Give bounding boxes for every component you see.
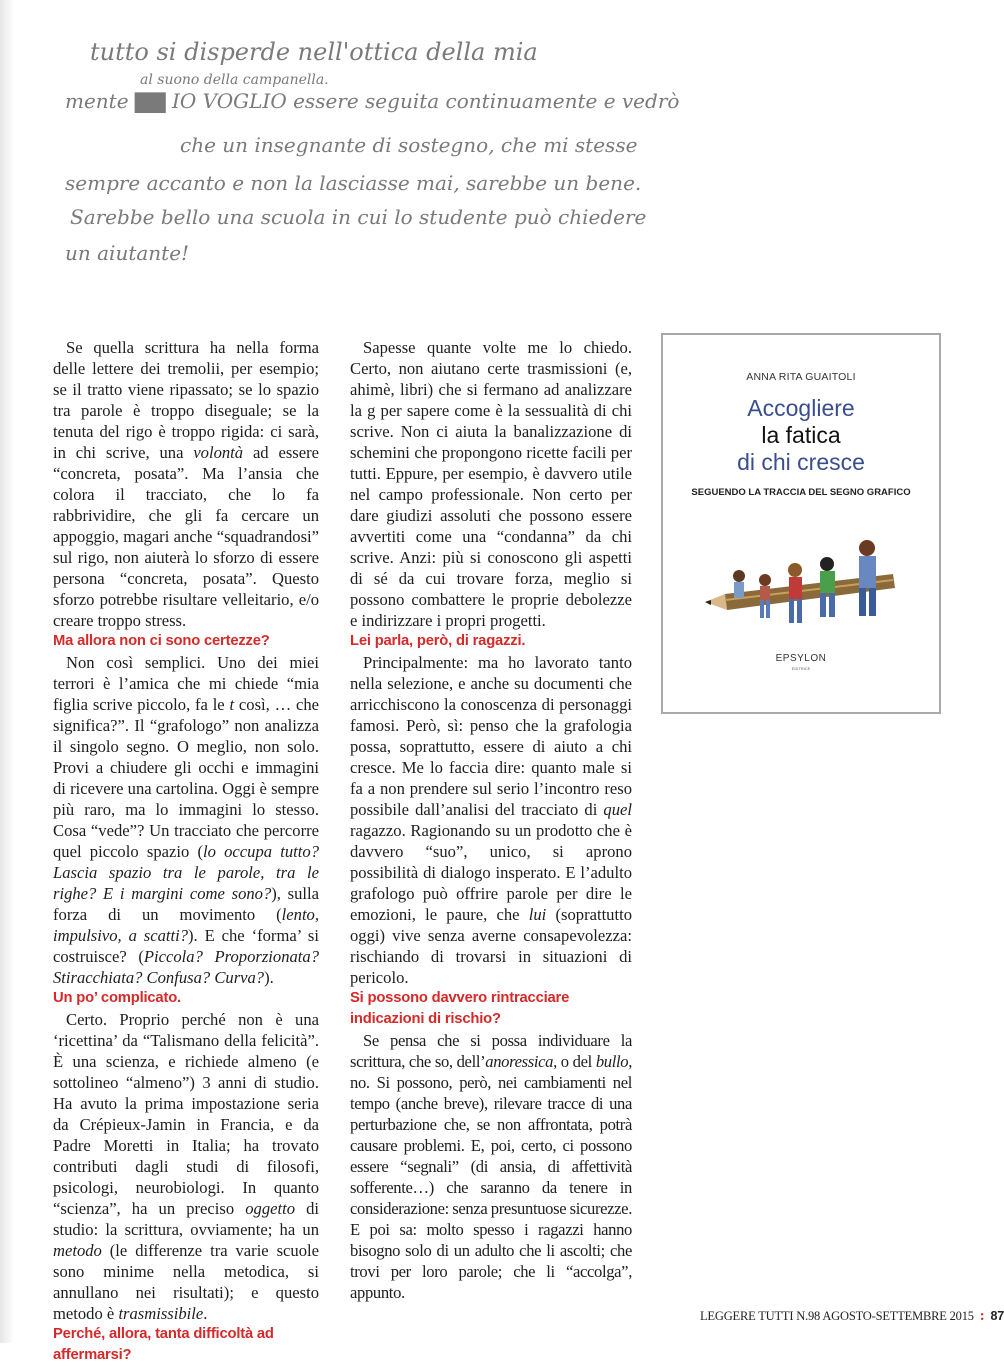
- child-figure-icon: [759, 574, 771, 618]
- magazine-issue: LEGGERE TUTTI N.98 AGOSTO-SETTEMBRE 2015: [700, 1309, 974, 1323]
- italic-text: anoressica: [485, 1052, 553, 1071]
- answer-paragraph: [53, 337, 319, 631]
- interview-question: Perché, allora, tanta difficoltà ad affermarsi?: [53, 1324, 319, 1366]
- italic-text: metodo: [53, 1241, 102, 1260]
- book-title-line-2: la fatica: [663, 422, 939, 448]
- interview-question: Lei parla, però, di ragazzi.: [350, 631, 632, 652]
- text-run: ).: [264, 968, 274, 987]
- text-run: , no. Si possono, però, nei cambiamenti nel tempo (anche breve), rilevare tracce di una perturbazione che, se non affrontata, potrà causare problemi. E, poi, certo, ci possono essere “segnali” (di ansia, di affettività sofferente…) che saranno da tenere in considerazione: senza presuntuose sicurezze. E poi sa: molto spesso i ragazzi hanno bisogno solo di un adulto che li ascolti; che trovi per loro parole; che li “accolga”, appunto.: [350, 1052, 632, 1302]
- interview-question: Un po’ complicato.: [53, 988, 319, 1009]
- text-run: Sapesse quante volte me lo chiedo. Certo, non aiutano certe trasmissioni (e, ahimè, libri) che si fermano ad analizzare la g per sapere come è la sessualità di chi scrive. Non ci aiuta la banalizzazione di schemini che propongono ricette facili per tutti. Eppure, per esempio, è davvero utile nel campo professionale. Non certo per dare giudizi assoluti che possono essere avvertiti come una “condanna” da chi scrive. Anzi: più si conoscono gli aspetti di sé da cui trovare forza, meglio si possono combattere le proprie debolezze e indirizzare i propri progetti.: [350, 338, 632, 630]
- book-title-line-1: Accogliere: [663, 395, 939, 421]
- answer-paragraph: [350, 652, 632, 988]
- book-author: ANNA RITA GUAITOLI: [663, 371, 939, 383]
- book-subtitle: SEGUENDO LA TRACCIA DEL SEGNO GRAFICO: [663, 487, 939, 498]
- publisher-logo: EPSYLON: [663, 653, 939, 664]
- text-run: Non così semplici. Uno dei miei terrori è l’amica che mi chiede “mia figlia scrive piccolo, fa le: [53, 653, 319, 714]
- text-run: ), sulla forza di un movimento (: [53, 884, 319, 924]
- italic-text: quel: [603, 800, 632, 819]
- handwriting-line: che un insegnante di sostegno, che mi stesse: [180, 133, 637, 157]
- child-figure-icon: [733, 570, 745, 598]
- text-run: Se quella scrittura ha nella forma delle lettere dei tremolii, per esempio; se il tratto viene ripassato; se lo spazio tra parole è troppo diseguale; se la tenuta del rigo è troppo rigida: ci sarà, in chi scrive, una: [53, 338, 319, 462]
- interview-question: Si possono davvero rintracciare indicazioni di rischio?: [350, 988, 632, 1030]
- text-run: così, … che significa?”. Il “grafologo” non analizza il singolo segno. O meglio, non solo. Provi a chiudere gli occhi e immagini di ricevere una cartolina. Oggi è sempre più raro, ma lo immagini lo stesso. Cosa “vede”? Un tracciato che percorre quel piccolo spazio (: [53, 695, 319, 861]
- handwriting-line: mente ▇▇ IO VOGLIO essere seguita continuamente e vedrò: [65, 89, 679, 113]
- handwriting-line: un aiutante!: [65, 241, 189, 265]
- child-figure-icon: [788, 563, 802, 623]
- article-column-left: [53, 337, 319, 1366]
- handwriting-line: al suono della campanella.: [140, 72, 329, 88]
- italic-text: t: [229, 695, 234, 714]
- italic-text: lui: [529, 905, 547, 924]
- interview-question: Ma allora non ci sono certezze?: [53, 631, 319, 652]
- text-run: Principalmente: ma ho lavorato tanto nella selezione, e anche su documenti che arricchiscono la conoscenza di personaggi famosi. Però, sì: penso che la grafologia possa, soprattutto, essere di aiuto a chi cresce. Me lo faccia dire: quanto male si fa a non prendere sul serio l’incontro reso possibile dall’analisi del tracciato di: [350, 653, 632, 819]
- text-run: , o del: [553, 1052, 596, 1071]
- child-figure-icon: [820, 557, 835, 617]
- handwriting-line: Sarebbe bello una scuola in cui lo studente può chiedere: [70, 205, 646, 229]
- text-run: ). E che ‘forma’ si costruisce? (: [53, 926, 319, 966]
- page-footer: [700, 1308, 964, 1325]
- answer-paragraph: [53, 1009, 319, 1324]
- answer-paragraph: [350, 337, 632, 631]
- italic-text: Piccola? Proporzionata? Stiracchiata? Confusa? Curva?: [53, 947, 319, 987]
- article-column-middle: [350, 337, 632, 1303]
- child-figure-icon: [859, 540, 876, 616]
- page-gutter-shadow: [0, 0, 14, 1343]
- page-number: 87: [991, 1309, 1004, 1323]
- answer-paragraph: [350, 1030, 632, 1303]
- children-carrying-pencil-illustration: [703, 530, 903, 640]
- text-run: Certo. Proprio perché non è una ‘ricettina’ da “Talismano della felicità”. È una scienza, e richiede almeno (e sottolineo “almeno”) 3 anni di studio. Ha avuto la prima impostazione seria da Crépieux-Jamin in Francia, e da Padre Moretti in Italia; ha trovato contributi dagli studi di filosofi, psicologi, neurobiologi. In quanto “scienza”, ha un preciso: [53, 1010, 319, 1218]
- handwriting-line: sempre accanto e non la lasciasse mai, sarebbe un bene.: [65, 171, 641, 195]
- answer-paragraph: [53, 652, 319, 988]
- italic-text: lo occupa tutto? Lascia spazio tra le parole, tra le righe? E i margini come sono?: [53, 842, 319, 903]
- italic-text: lento, impulsivo, a scatti?: [53, 905, 319, 945]
- italic-text: volontà: [193, 443, 243, 462]
- text-run: (le differenze tra varie scuole sono minime nella metodica, si annullano nei risultati); e questo metodo è: [53, 1241, 319, 1323]
- italic-text: trasmissibile: [118, 1304, 203, 1323]
- italic-text: oggetto: [245, 1199, 295, 1218]
- text-run: ad essere “concreta, posata”. Ma l’ansia che colora il tracciato, che lo fa rabbrividire, che gli fa cercare un appoggio, magari anche “squadrandosi” sul rigo, non aiuterà lo sforzo di essere persona “concreta, posata”. Questo sforzo potrebbe risultare velleitario, e/o creare troppo stress.: [53, 443, 319, 630]
- text-run: ragazzo. Ragionando su un prodotto che è davvero “suo”, unico, si aprono possibilità di dialogo insperato. E l’adulto grafologo può offrire parole per dire le emozioni, le paure, che: [350, 821, 632, 924]
- book-title-line-3: di chi cresce: [663, 449, 939, 475]
- publisher-logo-subtitle: EDITRICE: [663, 666, 939, 671]
- text-run: di studio: la scrittura, ovviamente; ha un: [53, 1199, 319, 1239]
- handwriting-line: tutto si disperde nell'ottica della mia: [90, 38, 538, 66]
- book-cover: [661, 333, 941, 714]
- text-run: Se pensa che si possa individuare la scrittura, che so, dell’: [350, 1031, 632, 1071]
- footer-separator: :: [977, 1308, 988, 1324]
- text-run: (soprattutto oggi) vive senza averne consapevolezza: rischiando di trovarsi in situazioni di pericolo.: [350, 905, 632, 987]
- text-run: .: [203, 1304, 207, 1323]
- handwriting-sample-image: [20, 8, 820, 278]
- italic-text: bullo: [596, 1052, 628, 1071]
